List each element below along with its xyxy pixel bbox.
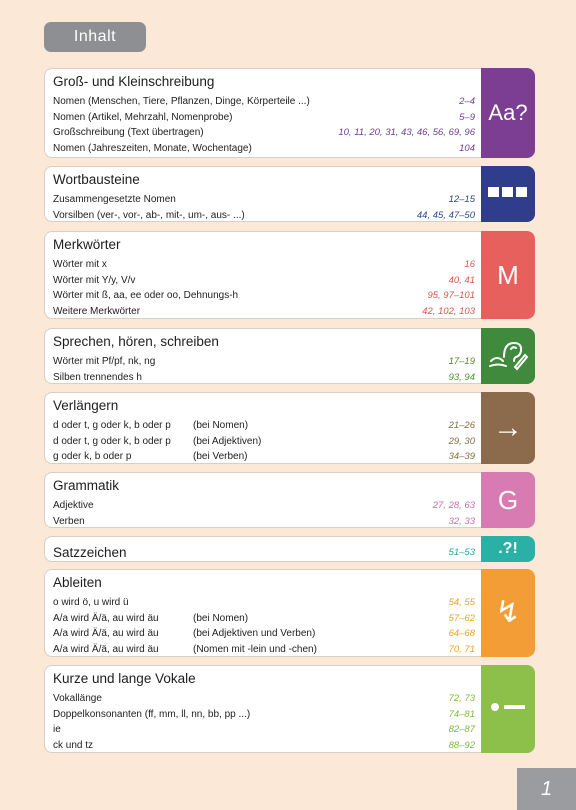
toc-row-label: [53, 642, 449, 658]
section-title: Groß- und Kleinschreibung: [53, 74, 215, 89]
section-card: [44, 392, 483, 464]
toc-row: [53, 707, 475, 723]
page-reference: 34–39: [448, 451, 475, 462]
toc-row: [53, 370, 475, 386]
toc-row-label: Großschreibung (Text übertragen): [53, 127, 204, 138]
toc-row-label: ck und tz: [53, 739, 94, 751]
page-reference: 29, 30: [448, 435, 475, 447]
section-color-tab: [481, 68, 535, 158]
section-5: [44, 392, 535, 464]
section-1: [44, 68, 535, 158]
section-8: [44, 569, 535, 657]
letter-g-icon: G: [497, 485, 519, 515]
toc-row-label: [53, 434, 449, 450]
toc-row-qualifier: (bei Adjektiven): [193, 435, 262, 447]
page-reference: 27, 28, 63: [432, 500, 475, 511]
section-title: Verlängern: [53, 398, 119, 413]
page-reference: 32, 33: [448, 515, 475, 527]
page-reference: 72, 73: [448, 693, 475, 704]
toc-row-label: Adjektive: [53, 500, 94, 511]
toc-row: [53, 434, 475, 450]
section-color-tab: [481, 536, 535, 562]
speak-hear-write-icon: [487, 337, 529, 376]
page-reference: 21–26: [448, 420, 475, 431]
page-reference: 57–62: [448, 612, 475, 624]
page-reference: 88–92: [448, 739, 475, 751]
toc-row-label: Weitere Merkwörter: [53, 305, 141, 317]
toc-row-text: A/a wird Ä/ä, au wird äu: [53, 643, 159, 655]
derive-arrow-icon: ↯: [495, 596, 521, 629]
toc-row-label: [53, 611, 449, 627]
page-reference: 74–81: [448, 708, 475, 720]
toc-row: [53, 626, 475, 642]
toc-row-text: A/a wird Ä/ä, au wird äu: [53, 628, 159, 639]
toc-row-label: Zusammengesetzte Nomen: [53, 194, 176, 205]
toc-row: [53, 418, 475, 434]
section-4: [44, 328, 535, 384]
Aa-question-icon: Aa?: [488, 100, 528, 125]
toc-row-label: Silben trennendes h: [53, 371, 142, 383]
section-card: [44, 68, 483, 158]
section-title: Satzzeichen: [53, 545, 127, 560]
section-title: Wortbausteine: [53, 172, 140, 187]
toc-row-text: g oder k, b oder p: [53, 451, 132, 462]
toc-row-label: Verben: [53, 515, 85, 527]
toc-row: [53, 691, 475, 707]
toc-row: [53, 192, 475, 208]
section-color-tab: [481, 231, 535, 319]
toc-row-text: d oder t, g oder k, b oder p: [53, 435, 171, 447]
toc-row: [53, 208, 475, 224]
page-reference: 93, 94: [448, 371, 475, 383]
toc-row-label: Wörter mit Pf/pf, nk, ng: [53, 356, 156, 367]
toc-row-qualifier: (bei Verben): [193, 451, 248, 462]
section-color-tab: [481, 665, 535, 753]
toc-row: [53, 449, 475, 465]
letter-m-icon: M: [497, 260, 519, 290]
page-reference: 64–68: [448, 628, 475, 639]
section-6: [44, 472, 535, 528]
contents-tab: Inhalt: [44, 22, 146, 52]
section-3: [44, 231, 535, 319]
section-7: [44, 536, 535, 562]
page-reference: 95, 97–101: [427, 290, 475, 301]
toc-row: [53, 141, 475, 157]
section-card: [44, 569, 483, 657]
section-card: [44, 231, 483, 319]
toc-row-label: Wörter mit x: [53, 259, 107, 270]
toc-row-qualifier: (bei Nomen): [193, 420, 249, 431]
page-reference: 10, 11, 20, 31, 43, 46, 56, 69, 96: [338, 127, 475, 138]
toc-row-label: [53, 449, 449, 465]
toc-row-label: [53, 418, 449, 434]
toc-row-label: Wörter mit Y/y, V/v: [53, 274, 136, 286]
section-9: [44, 665, 535, 753]
toc-row: [53, 611, 475, 627]
toc-row: [53, 642, 475, 658]
section-card: [44, 166, 483, 222]
section-color-tab: [481, 328, 535, 384]
toc-row-label: ie: [53, 724, 61, 735]
page-reference: 17–19: [448, 356, 475, 367]
toc-row-qualifier: (Nomen mit -lein und -chen): [193, 643, 317, 655]
toc-row-text: d oder t, g oder k, b oder p: [53, 420, 171, 431]
toc-row: [53, 498, 475, 514]
page-number: 1: [517, 768, 576, 810]
section-title: Merkwörter: [53, 237, 121, 252]
arrow-right-icon: →: [493, 411, 523, 444]
toc-row: [53, 288, 475, 304]
page-reference: 2–4: [459, 96, 475, 107]
section-card: [44, 665, 483, 753]
toc-row-label: Doppelkonsonanten (ff, mm, ll, nn, bb, pp ...): [53, 708, 251, 720]
page-reference: 16: [464, 259, 475, 270]
toc-row-label: Vokallänge: [53, 693, 102, 704]
dot-dash-icon: [489, 700, 527, 718]
section-title: Ableiten: [53, 575, 102, 590]
toc-row: [53, 94, 475, 110]
section-2: [44, 166, 535, 222]
page-reference: 51–53: [448, 547, 475, 558]
toc-row: [53, 514, 475, 530]
toc-row-label: [53, 595, 449, 611]
page-reference: 44, 45, 47–50: [416, 209, 475, 221]
toc-row-text: A/a wird Ä/ä, au wird äu: [53, 612, 159, 624]
page-reference: 70, 71: [448, 643, 475, 655]
toc-row-qualifier: (bei Nomen): [193, 612, 249, 624]
toc-row: [53, 595, 475, 611]
section-color-tab: [481, 472, 535, 528]
toc-row-label: Vorsilben (ver-, vor-, ab-, mit-, um-, aus- ...): [53, 209, 245, 221]
toc-row: [53, 722, 475, 738]
section-title: Sprechen, hören, schreiben: [53, 334, 219, 349]
section-color-tab: [481, 569, 535, 657]
page-reference: 40, 41: [448, 274, 475, 286]
section-color-tab: [481, 166, 535, 222]
word-blocks-icon: [488, 184, 528, 205]
punctuation-icon: .?!: [498, 540, 518, 557]
page-reference: 5–9: [459, 111, 475, 123]
toc-row: [53, 354, 475, 370]
page-reference: 54, 55: [448, 597, 475, 608]
toc-row-qualifier: (bei Adjektiven und Verben): [193, 628, 316, 639]
section-card: [44, 472, 483, 528]
toc-row: [53, 110, 475, 126]
toc-row-label: Wörter mit ß, aa, ee oder oo, Dehnungs-h: [53, 290, 239, 301]
toc-row: [53, 125, 475, 141]
section-color-tab: [481, 392, 535, 464]
toc-row-label: Nomen (Jahreszeiten, Monate, Wochentage): [53, 142, 252, 154]
section-title: Grammatik: [53, 478, 120, 493]
toc-row: [53, 273, 475, 289]
page-reference: 104: [459, 142, 475, 154]
page-reference: 42, 102, 103: [422, 305, 475, 317]
toc-row: [53, 257, 475, 273]
section-title: Kurze und lange Vokale: [53, 671, 196, 686]
toc-row-label: Nomen (Menschen, Tiere, Pflanzen, Dinge, Körperteile ...): [53, 96, 310, 107]
toc-row-text: o wird ö, u wird ü: [53, 597, 129, 608]
section-card: [44, 328, 483, 384]
toc-row-label: [53, 626, 449, 642]
toc-row: [53, 304, 475, 320]
page-reference: 12–15: [448, 194, 475, 205]
page-reference: 82–87: [448, 724, 475, 735]
toc-row-label: Nomen (Artikel, Mehrzahl, Nomenprobe): [53, 111, 233, 123]
section-card: [44, 536, 483, 562]
toc-row: [53, 738, 475, 754]
